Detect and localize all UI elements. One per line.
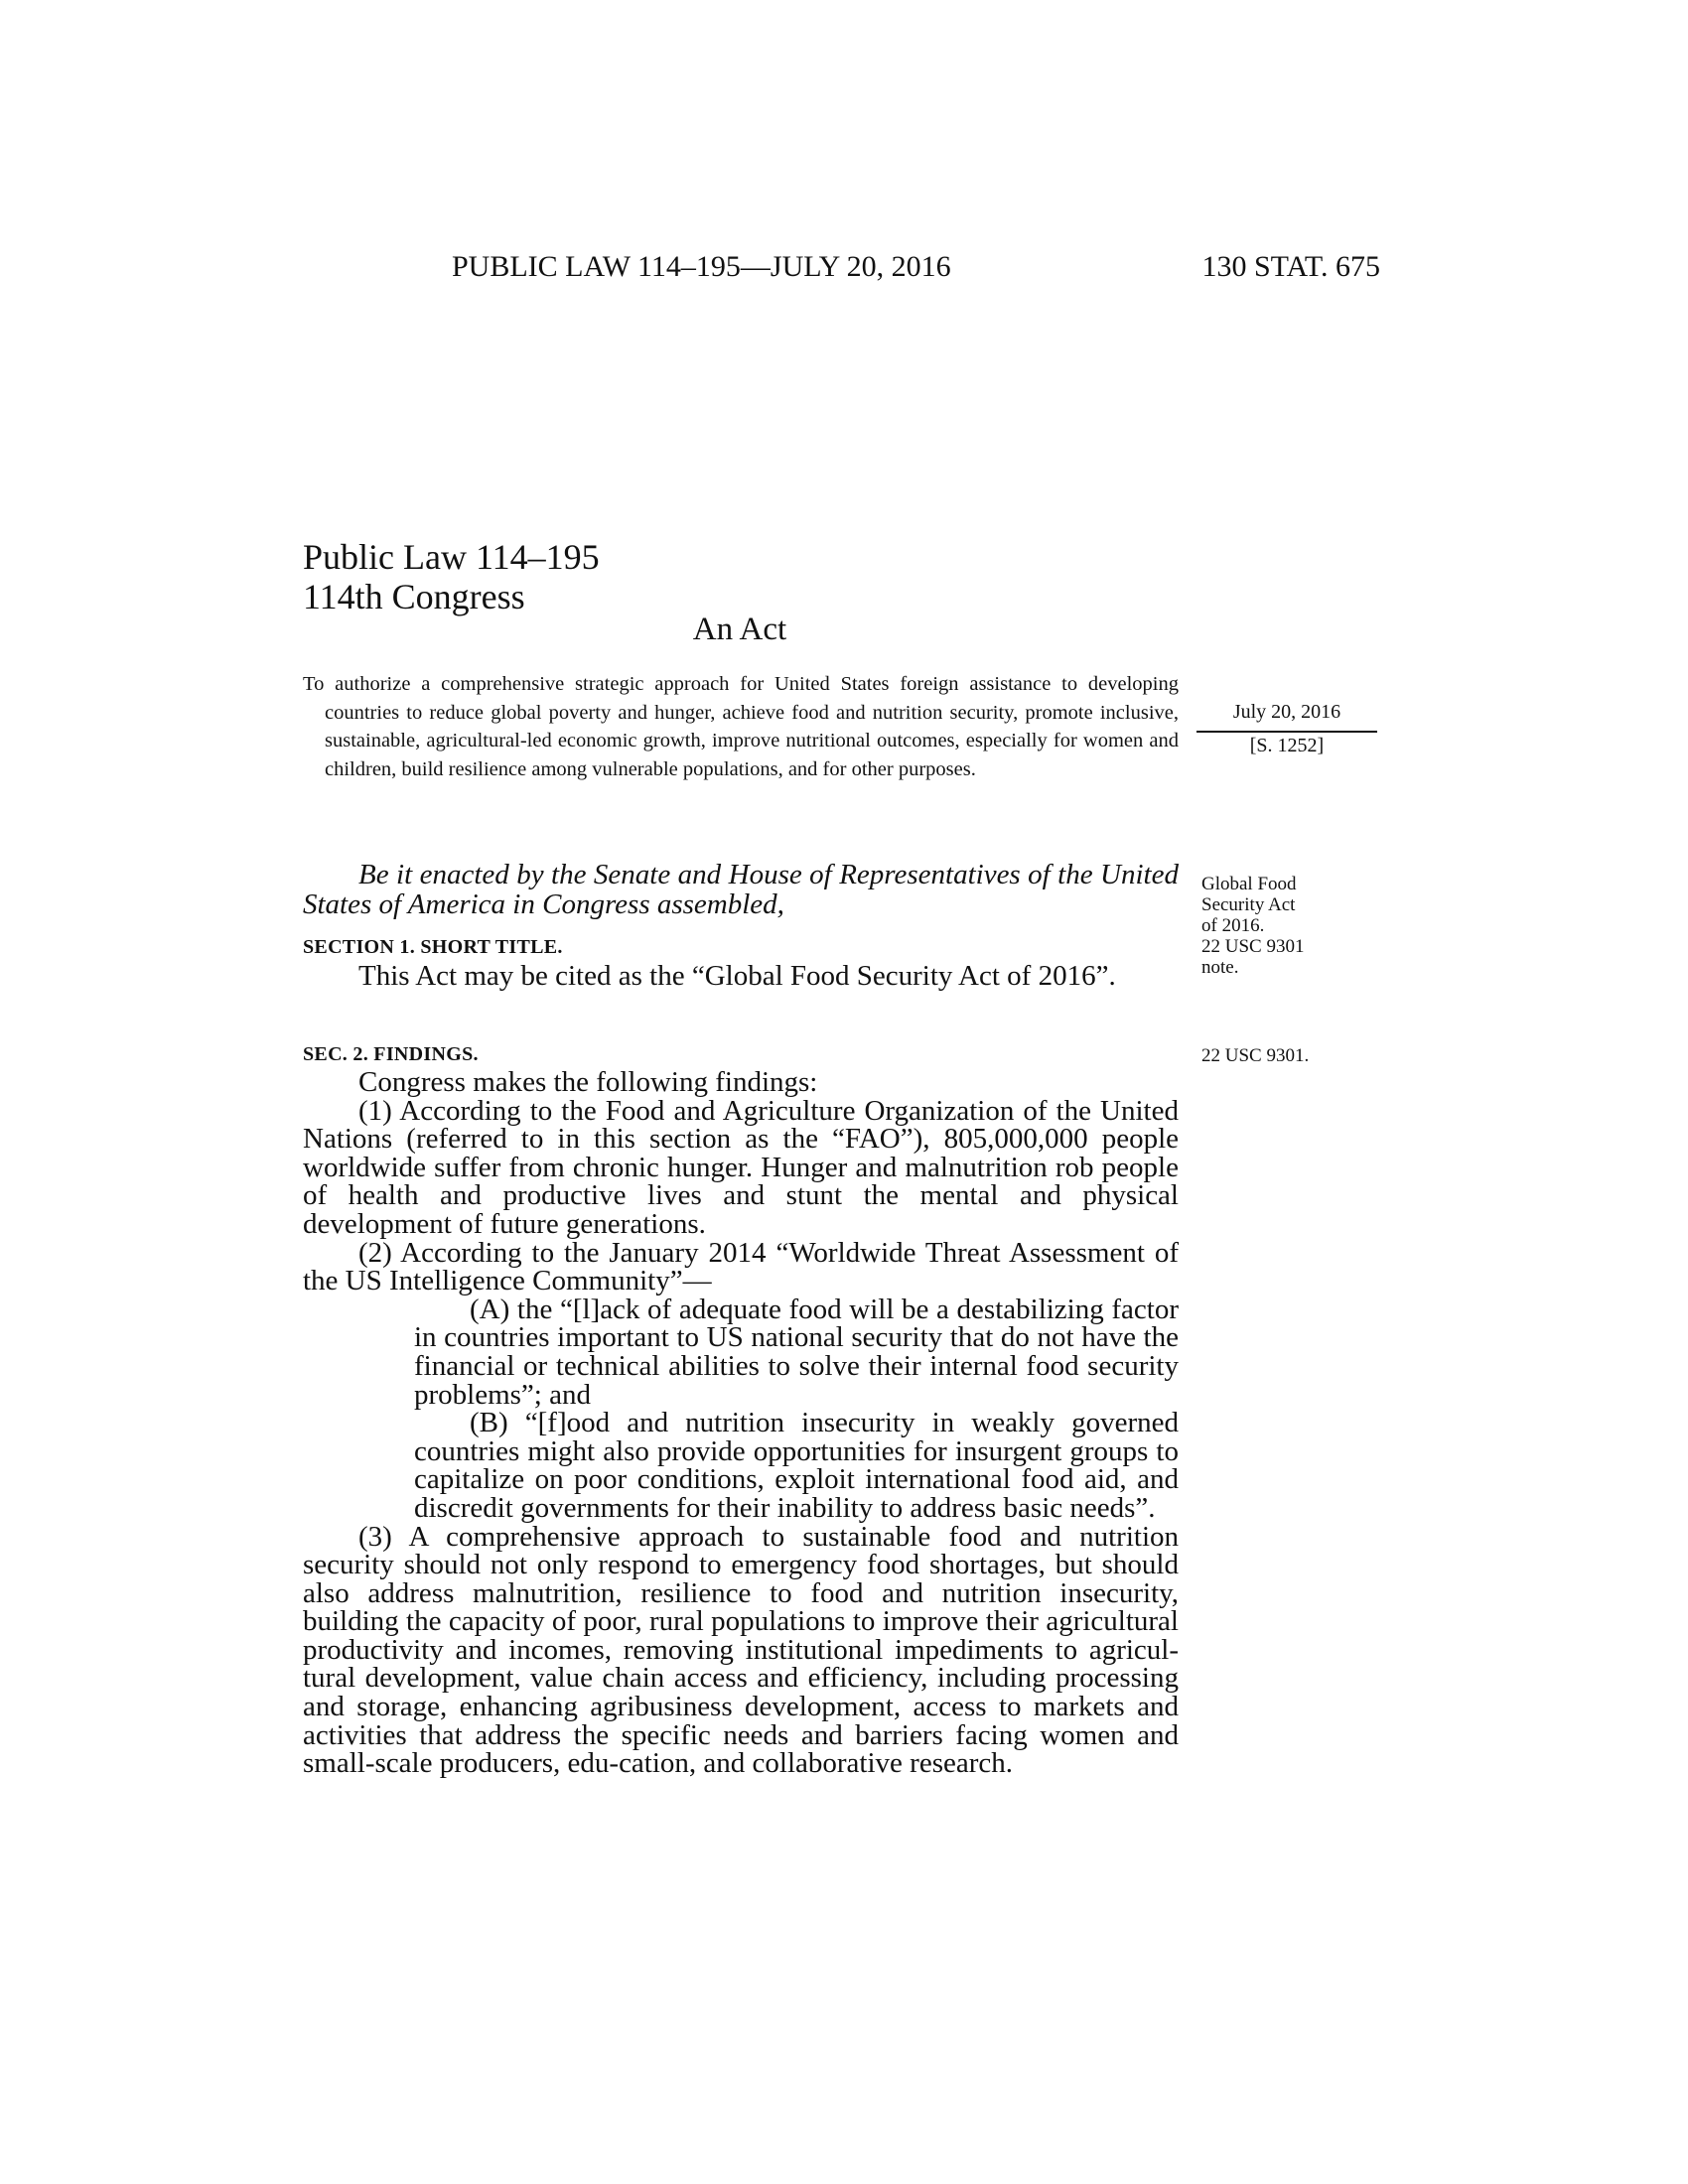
page-number: 130 STAT. 675 — [1201, 250, 1380, 283]
law-number: Public Law 114–195 — [303, 537, 600, 577]
act-label: An Act — [692, 612, 787, 647]
enacting-clause — [303, 860, 1179, 921]
finding-2-a: (A) the “[l]ack of adequate food will be a destabilizing factor in countries important to US national security that do not have the financial or technical abilities to solve their internal food security problems”; and — [414, 1293, 1179, 1411]
running-head — [298, 250, 1380, 290]
purpose-clause — [303, 670, 1179, 783]
enacting-text: Be it enacted by the Senate and House of Representatives of the United States of America in Congress assembled, — [303, 859, 1179, 920]
congress-label: 114th Congress — [303, 577, 525, 616]
margin-bill-number: [S. 1252] — [1249, 735, 1325, 756]
finding-3: (3) A comprehensive approach to sustainable food and nutrition security should not only respond to emergency food shortages, but should also address malnutrition, resilience to food and nutrition insecurity, building the capacity of poor, rural populations to improve their agricultural productivity and incomes, removing institutional impediments to agricul-tural development, value chain access and efficiency, including processing and storage, enhancing agribusiness development, access to markets and activities that address the specific needs and barriers facing women and small-scale producers, edu-cation, and collaborative research. — [303, 1520, 1179, 1780]
margin-note-line: note. — [1201, 957, 1239, 978]
finding-2-b: (B) “[f]ood and nutrition insecurity in weakly governed countries might also provide opportunities for insurgent groups to capitalize on poor conditions, exploit international food aid, and discredit governments for their inability to address basic needs”. — [414, 1407, 1179, 1524]
findings-lead: Congress makes the following findings: — [358, 1066, 818, 1098]
section-1-body — [303, 961, 1179, 991]
margin-note-line: Global Food — [1201, 874, 1297, 894]
finding-1: (1) According to the Food and Agriculture Organization of the United Nations (referred to in this section as the “FAO”), 805,000,000 people worldwide suffer from chronic hunger. Hunger and malnutrition rob people of health and productive lives and stunt the mental and physical development of future generations. — [303, 1094, 1179, 1240]
margin-note-line: of 2016. — [1201, 915, 1265, 936]
running-head-title: PUBLIC LAW 114–195—JULY 20, 2016 — [452, 250, 951, 283]
section-1-heading-visible: SECTION 1. SHORT TITLE. — [303, 936, 563, 958]
margin-divider — [1196, 731, 1377, 733]
section-1-text: This Act may be cited as the “Global Food Security Act of 2016”. — [358, 960, 1116, 992]
margin-note-line: Security Act — [1201, 894, 1296, 915]
margin-note-line: 22 USC 9301 — [1201, 936, 1305, 957]
margin-date: July 20, 2016 — [1232, 701, 1341, 723]
purpose-text: To authorize a comprehensive strategic approach for United States foreign assistance to developing countries to reduce global poverty and hunger, achieve food and nutrition security, promote inclusive, sustainable, agricultural-led economic growth, improve nutritional outcomes, especially for women and children, build resilience among vulnerable populations, and for other purposes. — [303, 673, 1179, 780]
margin-note-section-1 — [1201, 874, 1304, 978]
margin-note-section-2: 22 USC 9301. — [1201, 1045, 1310, 1066]
section-2-heading: SEC. 2. FINDINGS. — [303, 1043, 479, 1065]
section-2-body — [303, 1068, 1179, 1778]
finding-2: (2) According to the January 2014 “Worldwide Threat Assessment of the US Intelligence Community”— — [303, 1236, 1179, 1297]
